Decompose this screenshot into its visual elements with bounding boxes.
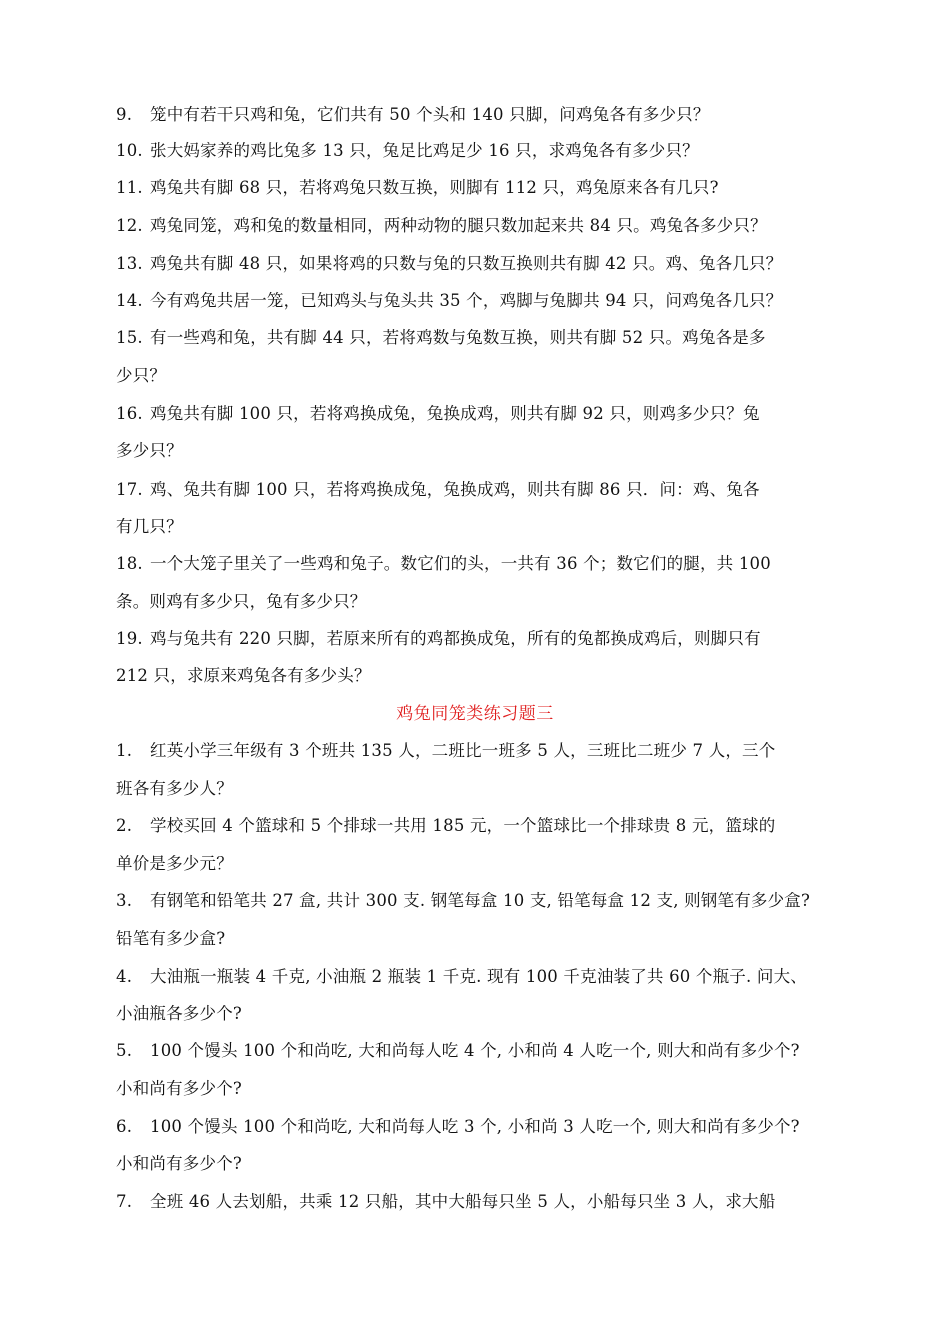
problem-4-continued — [116, 1003, 856, 1025]
problem-number: 7. — [116, 1192, 133, 1211]
problem-10 — [116, 140, 856, 162]
problem-4 — [116, 966, 856, 988]
problem-text: 有几只？ — [116, 517, 183, 536]
problem-number: 13. — [116, 254, 143, 273]
problem-number: 14. — [116, 291, 143, 310]
problem-text: 条。则鸡有多少只，兔有多少只？ — [116, 592, 367, 611]
problem-12 — [116, 215, 856, 237]
problem-text: 鸡兔共有脚 100 只，若将鸡换成兔，兔换成鸡，则共有脚 92 只，则鸡多少只？兔 — [150, 404, 760, 423]
problem-text: 一个大笼子里关了一些鸡和兔子。数它们的头，一共有 36 个；数它们的腿，共 100 — [150, 554, 771, 573]
problem-number: 17. — [116, 480, 143, 499]
problem-text: 全班 46 人去划船，共乘 12 只船，其中大船每只坐 5 人，小船每只坐 3 人，求大船 — [150, 1192, 776, 1211]
problem-number: 18. — [116, 554, 143, 573]
problem-text: 少只？ — [116, 366, 167, 385]
problem-6-continued — [116, 1153, 856, 1175]
problem-text: 多少只？ — [116, 441, 183, 460]
problem-number: 16. — [116, 404, 143, 423]
problem-text: 小和尚有多少个? — [116, 1079, 242, 1098]
problem-text: 大油瓶一瓶装 4 千克, 小油瓶 2 瓶装 1 千克. 现有 100 千克油装了共 60 个瓶子. 问大、 — [150, 967, 808, 986]
problem-17 — [116, 479, 856, 501]
problem-number: 10. — [116, 141, 143, 160]
problem-number: 1. — [116, 741, 133, 760]
problem-7 — [116, 1191, 856, 1213]
problem-number: 6. — [116, 1117, 133, 1136]
problem-number: 3. — [116, 891, 133, 910]
problem-text: 有钢笔和铅笔共 27 盒, 共计 300 支. 钢笔每盒 10 支, 铅笔每盒 12 支, 则钢笔有多少盒? — [150, 891, 811, 910]
problem-text: 小和尚有多少个? — [116, 1154, 242, 1173]
problem-number: 12. — [116, 216, 143, 235]
problem-text: 鸡兔同笼，鸡和兔的数量相同，两种动物的腿只数加起来共 84 只。鸡兔各多少只？ — [150, 216, 767, 235]
problem-text: 鸡兔共有脚 48 只，如果将鸡的只数与兔的只数互换则共有脚 42 只。鸡、兔各几只？ — [150, 254, 783, 273]
problem-text: 单价是多少元？ — [116, 854, 233, 873]
problem-14 — [116, 290, 856, 312]
problem-9 — [116, 104, 856, 126]
problem-16 — [116, 403, 856, 425]
problem-text: 212 只，求原来鸡兔各有多少头？ — [116, 666, 371, 685]
section-title: 鸡兔同笼类练习题三 — [396, 704, 554, 724]
problem-text: 有一些鸡和兔，共有脚 44 只，若将鸡数与兔数互换，则共有脚 52 只。鸡兔各是多 — [150, 328, 766, 347]
problem-text: 笼中有若干只鸡和兔，它们共有 50 个头和 140 只脚，问鸡兔各有多少只？ — [150, 105, 710, 124]
problem-5-continued — [116, 1078, 856, 1100]
problem-2-continued — [116, 853, 856, 875]
problem-text: 红英小学三年级有 3 个班共 135 人，二班比一班多 5 人，三班比二班少 7 人，三个 — [150, 741, 776, 760]
problem-2 — [116, 815, 856, 837]
problem-13 — [116, 253, 856, 275]
problem-15 — [116, 327, 856, 349]
problem-text: 今有鸡兔共居一笼，已知鸡头与兔头共 35 个，鸡脚与兔脚共 94 只，问鸡兔各几只？ — [150, 291, 783, 310]
problem-text: 鸡、兔共有脚 100 只，若将鸡换成兔，兔换成鸡，则共有脚 86 只．问：鸡、兔各 — [150, 480, 760, 499]
problem-number: 4. — [116, 967, 133, 986]
problem-number: 19. — [116, 629, 143, 648]
problem-1-continued — [116, 778, 856, 800]
problem-number: 5. — [116, 1041, 133, 1060]
problem-18 — [116, 553, 856, 575]
problem-text: 铅笔有多少盒? — [116, 929, 226, 948]
problem-text: 班各有多少人？ — [116, 779, 233, 798]
problem-15-continued — [116, 365, 856, 387]
problem-number: 11. — [116, 178, 143, 197]
problem-number: 2. — [116, 816, 133, 835]
problem-16-continued — [116, 440, 856, 462]
problem-19-continued — [116, 665, 856, 687]
problem-1 — [116, 740, 856, 762]
problem-5 — [116, 1040, 856, 1062]
problem-number: 15. — [116, 328, 143, 347]
problem-number: 9. — [116, 105, 133, 124]
problem-19 — [116, 628, 856, 650]
problem-3-continued — [116, 928, 856, 950]
problem-text: 张大妈家养的鸡比兔多 13 只，兔足比鸡足少 16 只，求鸡兔各有多少只？ — [150, 141, 699, 160]
problem-18-continued — [116, 591, 856, 613]
problem-text: 学校买回 4 个篮球和 5 个排球一共用 185 元，一个篮球比一个排球贵 8 元，篮球的 — [150, 816, 776, 835]
problem-text: 100 个馒头 100 个和尚吃, 大和尚每人吃 3 个, 小和尚 3 人吃一个, 则大和尚有多少个? — [150, 1117, 800, 1136]
problem-text: 100 个馒头 100 个和尚吃, 大和尚每人吃 4 个, 小和尚 4 人吃一个, 则大和尚有多少个? — [150, 1041, 800, 1060]
problem-17-continued — [116, 516, 856, 538]
problem-text: 鸡与兔共有 220 只脚，若原来所有的鸡都换成兔，所有的兔都换成鸡后，则脚只有 — [150, 629, 761, 648]
problem-text: 鸡兔共有脚 68 只，若将鸡兔只数互换，则脚有 112 只，鸡兔原来各有几只? — [150, 178, 719, 197]
problem-text: 小油瓶各多少个? — [116, 1004, 242, 1023]
problem-6 — [116, 1116, 856, 1138]
problem-11 — [116, 177, 856, 199]
problem-3 — [116, 890, 856, 912]
